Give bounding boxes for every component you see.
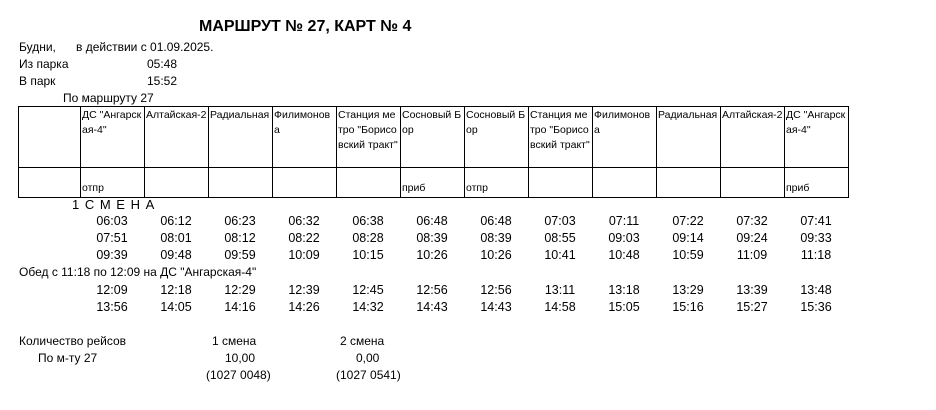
trip-time: 07:22 — [672, 214, 704, 228]
trip-time: 14:05 — [160, 300, 192, 314]
trip-time: 06:48 — [416, 214, 448, 228]
trip-time: 12:18 — [160, 283, 192, 297]
trip-time: 08:12 — [224, 231, 256, 245]
trip-time: 09:03 — [608, 231, 640, 245]
stop-name: ДС "Ангарская-4" — [81, 107, 145, 168]
shift-label: 1 С М Е Н А — [72, 197, 156, 212]
trip-time: 09:48 — [160, 248, 192, 262]
summary-shift1-code: (1027 0048) — [206, 368, 271, 382]
days-label: Будни, — [19, 40, 56, 54]
summary-shift2-value: 0,00 — [356, 351, 380, 365]
stop-mark — [273, 168, 337, 198]
trip-time: 12:39 — [288, 283, 320, 297]
depart-label: Из парка — [19, 57, 69, 71]
header-corner-cell — [19, 168, 81, 198]
trip-time: 10:15 — [352, 248, 384, 262]
page-title: МАРШРУТ № 27, КАРТ № 4 — [199, 18, 412, 35]
trip-time: 14:43 — [480, 300, 512, 314]
trip-time: 12:45 — [352, 283, 384, 297]
depart-time: 05:48 — [147, 57, 178, 71]
stop-name: Алтайская-2 — [145, 107, 209, 168]
summary-route-label: По м-ту 27 — [38, 351, 98, 365]
stop-mark — [145, 168, 209, 198]
return-label: В парк — [19, 74, 56, 88]
trip-time: 09:59 — [224, 248, 256, 262]
stop-mark: отпр — [465, 168, 529, 198]
trip-time: 06:38 — [352, 214, 384, 228]
trip-time: 09:14 — [672, 231, 704, 245]
trip-time: 07:32 — [736, 214, 768, 228]
stop-mark — [593, 168, 657, 198]
trip-time: 13:11 — [544, 283, 576, 297]
trip-time: 14:16 — [224, 300, 256, 314]
return-time: 15:52 — [147, 74, 178, 88]
stop-name: Алтайская-2 — [721, 107, 785, 168]
trip-time: 09:24 — [736, 231, 768, 245]
summary-shift1-value: 10,00 — [225, 351, 256, 365]
header-corner-cell — [19, 107, 81, 168]
stop-mark: приб — [785, 168, 849, 198]
trip-time: 06:32 — [288, 214, 320, 228]
trip-time: 10:26 — [480, 248, 512, 262]
trip-time: 07:41 — [800, 214, 832, 228]
stop-name: Филимонова — [273, 107, 337, 168]
trip-time: 15:16 — [672, 300, 704, 314]
trip-time: 08:39 — [480, 231, 512, 245]
trip-time: 10:26 — [416, 248, 448, 262]
stop-name: Филимонова — [593, 107, 657, 168]
stop-name: Сосновый Бор — [401, 107, 465, 168]
stop-name: Радиальная — [657, 107, 721, 168]
lunch-note: Обед с 11:18 по 12:09 на ДС "Ангарская-4" — [19, 265, 257, 279]
trip-time: 15:36 — [800, 300, 832, 314]
trip-time: 07:11 — [608, 214, 640, 228]
trip-time: 15:27 — [736, 300, 768, 314]
summary-shift1-label: 1 смена — [212, 334, 257, 348]
summary-shift2-code: (1027 0541) — [336, 368, 401, 382]
valid-from: в действии с 01.09.2025. — [76, 40, 214, 54]
trip-time: 12:56 — [480, 283, 512, 297]
trip-time: 08:39 — [416, 231, 448, 245]
trip-time: 07:51 — [96, 231, 128, 245]
stop-mark — [657, 168, 721, 198]
trip-time: 10:48 — [608, 248, 640, 262]
trip-time: 06:03 — [96, 214, 128, 228]
trip-time: 12:09 — [96, 283, 128, 297]
trip-time: 06:23 — [224, 214, 256, 228]
trip-time: 14:58 — [544, 300, 576, 314]
trip-time: 11:18 — [800, 248, 832, 262]
stop-name: Сосновый Бор — [465, 107, 529, 168]
trips-after-lunch — [80, 283, 848, 317]
trip-time: 10:41 — [544, 248, 576, 262]
trip-time: 15:05 — [608, 300, 640, 314]
route-label: По маршруту 27 — [63, 91, 154, 105]
stop-name: ДС "Ангарская-4" — [785, 107, 849, 168]
trip-time: 10:09 — [288, 248, 320, 262]
trip-time: 14:26 — [288, 300, 320, 314]
trip-time: 11:09 — [736, 248, 768, 262]
trip-time: 09:39 — [96, 248, 128, 262]
stop-mark — [209, 168, 273, 198]
trip-time: 13:48 — [800, 283, 832, 297]
trip-time: 13:18 — [608, 283, 640, 297]
trip-time: 07:03 — [544, 214, 576, 228]
stop-name: Радиальная — [209, 107, 273, 168]
stop-mark: приб — [401, 168, 465, 198]
trip-time: 14:43 — [416, 300, 448, 314]
trip-time: 13:39 — [736, 283, 768, 297]
trips-before-lunch — [80, 214, 848, 265]
trip-time: 08:22 — [288, 231, 320, 245]
trip-time: 06:12 — [160, 214, 192, 228]
trip-time: 08:28 — [352, 231, 384, 245]
stop-name: Станция метро "Борисовский тракт" — [529, 107, 593, 168]
trip-time: 14:32 — [352, 300, 384, 314]
trip-time: 12:29 — [224, 283, 256, 297]
trip-time: 13:29 — [672, 283, 704, 297]
summary-label: Количество рейсов — [19, 334, 127, 348]
trip-time: 08:01 — [160, 231, 192, 245]
trip-time: 13:56 — [96, 300, 128, 314]
stop-mark — [529, 168, 593, 198]
stop-mark — [721, 168, 785, 198]
summary-shift2-label: 2 смена — [340, 334, 385, 348]
stop-mark — [337, 168, 401, 198]
trip-time: 10:59 — [672, 248, 704, 262]
trip-time: 12:56 — [416, 283, 448, 297]
trip-time: 09:33 — [800, 231, 832, 245]
stop-mark: отпр — [81, 168, 145, 198]
stops-header-table — [18, 106, 849, 198]
trip-time: 08:55 — [544, 231, 576, 245]
trip-time: 06:48 — [480, 214, 512, 228]
stop-name: Станция метро "Борисовский тракт" — [337, 107, 401, 168]
